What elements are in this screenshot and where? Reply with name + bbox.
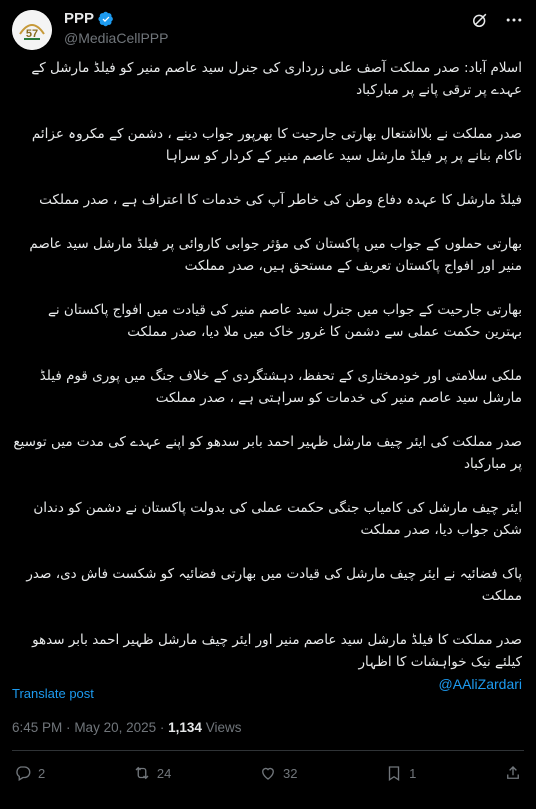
post-paragraph: فیلڈ مارشل کا عہدہ دفاع وطن کی خاطر آپ کی خدمات کا اعتراف ہے ، صدر مملکت — [39, 192, 522, 208]
translate-post-link[interactable]: Translate post — [12, 686, 94, 701]
like-icon — [259, 764, 277, 782]
post-paragraph: پاک فضائیہ نے ایئر چیف مارشل کی قیادت میں بھارتی فضائیہ کو شکست فاش دی، صدر مملکت — [26, 566, 522, 604]
grok-icon[interactable] — [470, 10, 490, 30]
like-button[interactable] — [259, 764, 297, 782]
post-paragraph: بھارتی جارحیت کے جواب میں جنرل سید عاصم منیر کی قیادت میں افواج پاکستان نے بہترین حکمت عملی سے دشمن کا غرور خاک میں ملا دیا، صدر مملکت — [47, 302, 522, 340]
like-count: 32 — [282, 765, 298, 781]
reply-icon — [14, 764, 32, 782]
repost-icon — [133, 764, 151, 782]
author-display-name[interactable] — [64, 10, 168, 28]
post-paragraph: صدر مملکت کا فیلڈ مارشل سید عاصم منیر اور ایئر چیف مارشل ظہیر احمد بابر سدھو کیلئے نیک خواہشات کا اظہار — [32, 632, 522, 670]
reply-button[interactable] — [14, 764, 45, 782]
more-icon[interactable] — [504, 10, 524, 30]
bookmark-icon — [385, 764, 403, 782]
author-names — [64, 10, 168, 48]
post-paragraph: صدر مملکت نے بلااشتعال بھارتی جارحیت کا بھرپور جواب دینے ، دشمن کے مکروہ عزائم ناکام بنانے پر پر فیلڈ مارشل سید عاصم منیر کے کردار کو سراہا — [31, 126, 522, 164]
share-button[interactable] — [504, 764, 522, 782]
verified-badge-icon — [98, 11, 114, 27]
action-bar — [14, 762, 522, 784]
meta-separator: · — [159, 720, 165, 735]
post-text — [12, 57, 522, 695]
post-paragraph: بھارتی حملوں کے جواب میں پاکستان کی مؤثر جوابی کاروائی پر فیلڈ مارشل سید عاصم منیر اور افواج پاکستان تعریف کے مستحق ہیں، صدر مملکت — [29, 236, 522, 274]
bookmark-button[interactable] — [385, 764, 416, 782]
post-paragraph: اسلام آباد: صدر مملکت آصف علی زرداری کی جنرل سید عاصم منیر کو فیلڈ مارشل کے عہدے پر ترقی پانے پر مبارکباد — [31, 60, 522, 98]
repost-button[interactable] — [133, 764, 171, 782]
author-handle[interactable]: @MediaCellPPP — [64, 30, 169, 46]
post-paragraph: ملکی سلامتی اور خودمختاری کے تحفظ، دہشتگردی کے خلاف جنگ میں پوری قوم فیلڈ مارشل سید عاصم منیر کی خدمات کو سراہتی ہے ، صدر مملکت — [39, 368, 522, 406]
post-paragraph: ایئر چیف مارشل کی کامیاب جنگی حکمت عملی کی بدولت پاکستان نے دشمن کو دندان شکن جواب دیا، صدر مملکت — [33, 500, 522, 538]
reply-count: 2 — [38, 765, 46, 781]
share-icon — [504, 764, 522, 782]
post-date[interactable]: May 20, 2025 — [74, 720, 157, 735]
bookmark-count: 1 — [409, 765, 417, 781]
post-time[interactable]: 6:45 PM — [12, 720, 63, 735]
display-name-text[interactable]: PPP — [64, 10, 95, 27]
views-count: 1,134 — [168, 720, 202, 735]
post-metadata — [12, 720, 242, 735]
post-header — [12, 10, 524, 50]
meta-separator: · — [66, 720, 71, 735]
header-actions — [470, 10, 524, 30]
post-paragraph: صدر مملکت کی ایئر چیف مارشل ظہیر احمد بابر سدھو کو اپنے عہدے کی مدت میں توسیع پر مبارکباد — [13, 434, 522, 472]
avatar[interactable] — [12, 10, 52, 50]
divider — [12, 750, 524, 751]
svg-text:57: 57 — [25, 28, 39, 40]
repost-count: 24 — [156, 765, 172, 781]
views-label: Views — [205, 720, 242, 735]
mention-link[interactable]: @AAliZardari — [438, 676, 522, 692]
